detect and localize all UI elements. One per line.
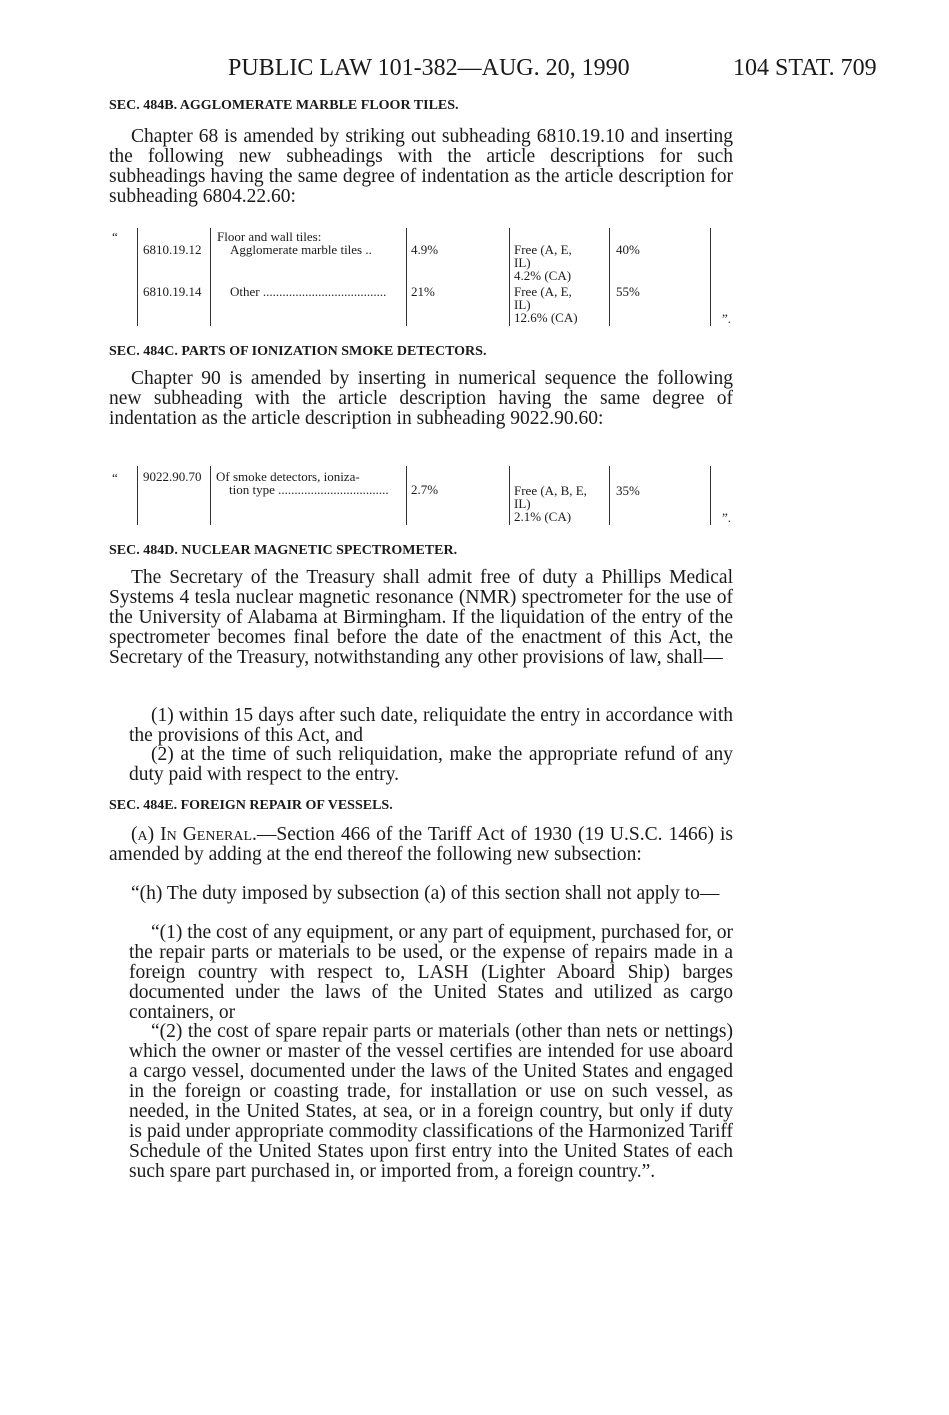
table-open-quote: “ — [112, 229, 118, 244]
section-text-484d: The Secretary of the Treasury shall admit free of duty a Phillips Medical Systems 4 tesla nuclear magnetic resonance (NMR) spectrometer for the use of the University of Alabama at Birmingham. If the liquidation of the entry of the spectrometer becomes final before the date of the enactment of this Act, the Secretary of the Treasury, notwithstanding any other provisions of law, shall— — [109, 567, 733, 668]
table-cell-code: 9022.90.70 — [143, 469, 202, 484]
table-cell-special: 12.6% (CA) — [514, 310, 578, 325]
table-cell-desc: Other ...................................... — [230, 284, 387, 299]
page-header-title: PUBLIC LAW 101-382—AUG. 20, 1990 — [228, 55, 630, 81]
table-rule — [210, 466, 211, 525]
table-rule — [609, 466, 610, 525]
table-rule — [406, 466, 407, 525]
section-heading-484b: SEC. 484B. AGGLOMERATE MARBLE FLOOR TILES. — [109, 98, 459, 113]
table-cell-rate2: 40% — [616, 242, 640, 257]
table-cell-special: Free (A, E, — [514, 284, 572, 299]
table-cell-special: IL) — [514, 255, 531, 270]
subsection-text: —Section 466 of the Tariff Act of 1930 (19 U.S.C. 1466) is amended by adding at the end thereof the following new subsection: — [109, 824, 733, 865]
table-cell-rate2: 55% — [616, 284, 640, 299]
subsection-label: (a) In General. — [131, 824, 257, 845]
table-cell-rate2: 35% — [616, 483, 640, 498]
section-text-484e-a — [109, 825, 733, 865]
table-cell-special: Free (A, B, E, — [514, 483, 587, 498]
table-rule — [509, 466, 510, 525]
table-rule — [137, 466, 138, 525]
table-rule — [137, 228, 138, 326]
table-cell-special: 4.2% (CA) — [514, 268, 572, 283]
section-heading-484d: SEC. 484D. NUCLEAR MAGNETIC SPECTROMETER. — [109, 543, 458, 558]
table-cell-special: 2.1% (CA) — [514, 509, 572, 524]
table-rule — [509, 228, 510, 326]
table-rule — [710, 228, 711, 326]
table-cell-desc: tion type .................................. — [229, 482, 389, 497]
table-cell-rate: 4.9% — [411, 242, 439, 257]
table-cell-special: IL) — [514, 496, 531, 511]
section-text-484e-h: “(h) The duty imposed by subsection (a) of this section shall not apply to— — [131, 883, 720, 904]
table-cell-desc: Agglomerate marble tiles .. — [230, 242, 372, 257]
table-rule — [710, 466, 711, 525]
table-rule — [210, 228, 211, 326]
section-text-484b: Chapter 68 is amended by striking out subheading 6810.19.10 and inserting the following new subheadings with the article descriptions for such subheadings having the same degree of indentation as the article description for subheading 6804.22.60: — [109, 126, 733, 207]
table-close-quote: ”. — [722, 510, 732, 525]
table-cell-rate: 2.7% — [411, 482, 439, 497]
table-cell-special: Free (A, E, — [514, 242, 572, 257]
table-cell-code: 6810.19.12 — [143, 242, 202, 257]
table-open-quote: “ — [112, 470, 118, 485]
section-heading-484c: SEC. 484C. PARTS OF IONIZATION SMOKE DETECTORS. — [109, 344, 487, 359]
table-rule — [406, 228, 407, 326]
table-rule — [609, 228, 610, 326]
list-item: (2) at the time of such reliquidation, make the appropriate refund of any duty paid with respect to the entry. — [129, 744, 733, 785]
list-item: “(2) the cost of spare repair parts or materials (other than nets or nettings) which the owner or master of the vessel certifies are intended for use aboard a cargo vessel, documented under the laws of the United States and engaged in the foreign or coasting trade, for installation or use on such vessel, as needed, in the United States, at sea, or in a foreign country, but only if duty is paid under appropriate commodity classifications of the Harmonized Tariff Schedule of the United States upon first entry into the United States of each such spare part purchased in, or imported from, a foreign country.”. — [129, 1021, 733, 1182]
page-header-stat: 104 STAT. 709 — [733, 55, 877, 81]
table-group-label: Floor and wall tiles: — [217, 229, 322, 244]
table-cell-desc: Of smoke detectors, ioniza- — [216, 469, 360, 484]
section-text-484c: Chapter 90 is amended by inserting in numerical sequence the following new subheading with the article description having the same degree of indentation as the article description in subheading 9022.90.60: — [109, 368, 733, 429]
table-cell-code: 6810.19.14 — [143, 284, 202, 299]
table-close-quote: ”. — [722, 311, 732, 326]
table-cell-special: IL) — [514, 297, 531, 312]
section-heading-484e: SEC. 484E. FOREIGN REPAIR OF VESSELS. — [109, 798, 393, 813]
table-cell-rate: 21% — [411, 284, 435, 299]
list-item: (1) within 15 days after such date, reliquidate the entry in accordance with the provisions of this Act, and — [129, 705, 733, 746]
list-item: “(1) the cost of any equipment, or any part of equipment, purchased for, or the repair parts or materials to be used, or the expense of repairs made in a foreign country with respect to, LASH (Lighter Aboard Ship) barges documented under the laws of the United States and utilized as cargo containers, or — [129, 922, 733, 1023]
